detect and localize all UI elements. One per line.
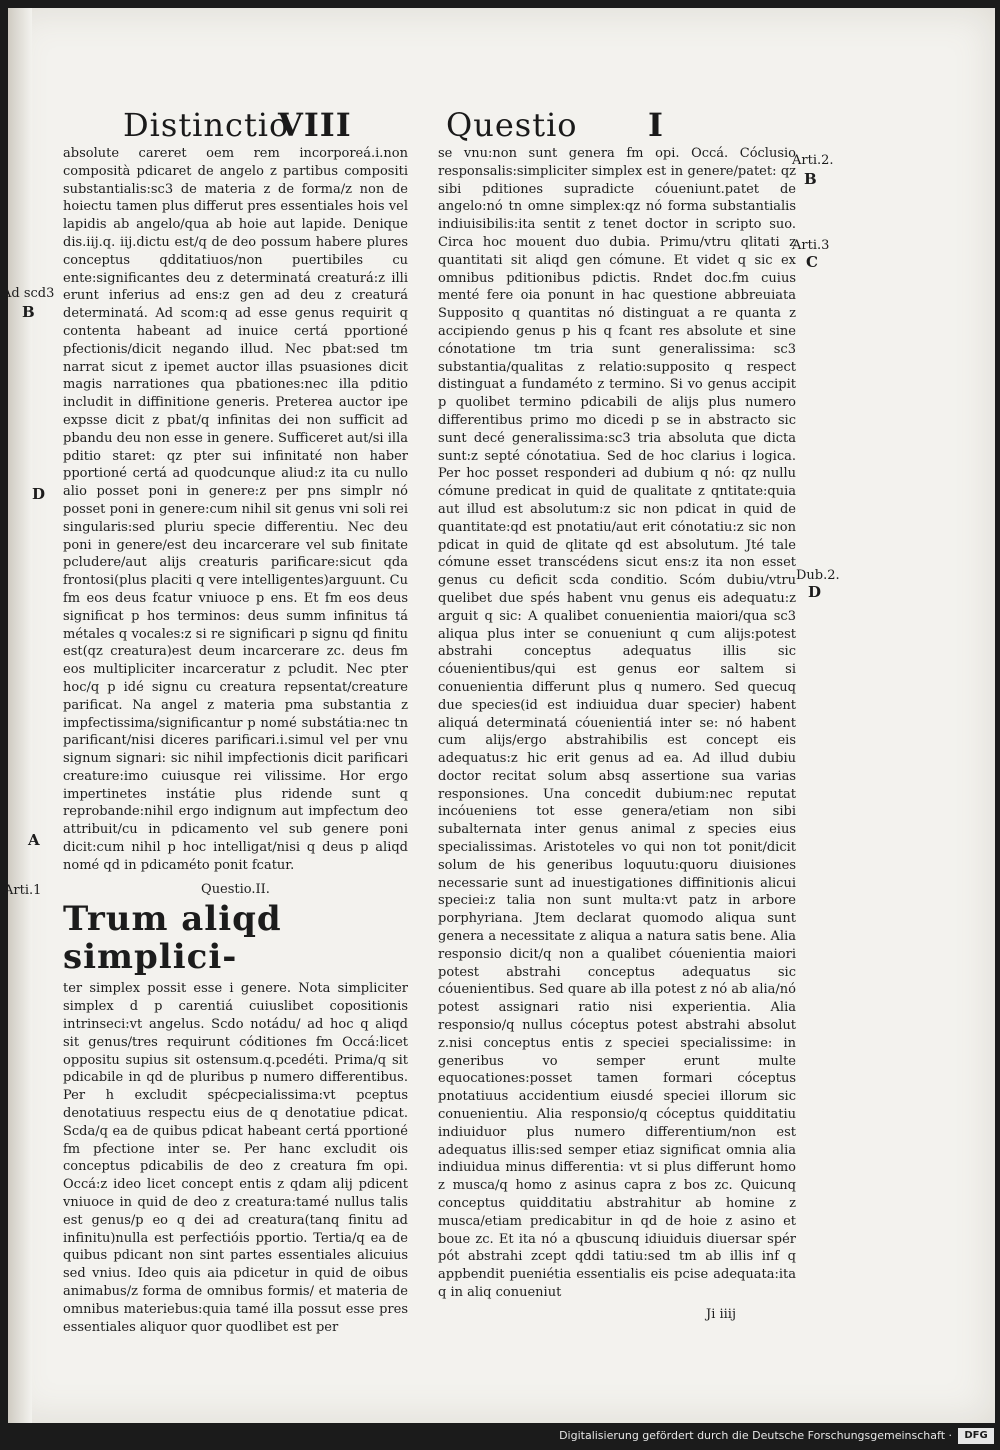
question-title: Questio.II.	[201, 881, 270, 897]
margin-note-c-right: C	[806, 253, 818, 271]
margin-note-d-right: D	[808, 583, 822, 601]
dfg-logo: DFG	[958, 1428, 994, 1444]
margin-note-b-right: B	[804, 170, 817, 188]
footer-bar	[0, 1424, 1000, 1450]
running-head-left: Distinctio	[123, 106, 290, 144]
scanned-page	[2, 8, 995, 1423]
right-column	[438, 145, 796, 1324]
left-column	[63, 145, 408, 1336]
footer-credit: Digitalisierung gefördert durch die Deutsche Forschungsgemeinschaft ·	[559, 1429, 952, 1442]
margin-note-ad-secd: Ad scd3	[2, 286, 55, 301]
margin-note-arti-3: Arti.3	[792, 238, 830, 253]
margin-note-d-left: D	[32, 485, 46, 503]
margin-note-dub-2: Dub.2.	[796, 568, 840, 583]
margin-note-arti-1: Arti.1	[4, 883, 42, 898]
left-paragraph-2: ter simplex possit esse i genere. Nota simpliciter simplex d p carentiá cuiuslibet copositionis intrinseci:vt angelus. Scdo notádu/ ad hoc q aliqd sit genus/tres requirunt códitiones fm Occá:licet oppositu supius sit ostensum.q.pcedéti. Prima/q sit pdicabile in qd de pluribus p numero differentibus. Per h excludit spécpecialissima:vt pceptus denotatiuus respectu eius de q denotatiue pdicat. Scda/q ea de quibus pdicat habeant certá pportioné fm pfectione inter se. Per hanc excludit ois conceptus pdicabilis de deo z creatura fm opi. Occá:z ideo licet concept entis z qdam alij pdicent vniuoce in quid de deo z creatura:tamé nullus talis est genus/p eo q dei ad creatura(tanq finitu ad infinitu)nulla est perfectióis pportio. Tertia/q ea de quibus pdicant non sint partes essentiales alicuius sed vnius. Ideo quis aia pdicetur in quid de oibus animabus/z forma de omnibus formis/ et materia de omnibus materiebus:quia tamé illa possut esse pres essentiales aliquor quor quodlibet est per	[63, 981, 408, 1335]
right-paragraph-1: se vnu:non sunt genera fm opi. Occá. Cóclusio responsalis:simpliciter simplex est in genere/patet: qz sibi pditiones supradicte cóueniunt.patet de angelo:nó tn omne simplex:qz nó forma substantialis indiuisibilis:ita sentit z tenet doctor in scripto suo. Circa hoc mouent duo dubia. Primu/vtru qlitati z quantitati sit aliqd gen cómune. Et videt q sic ex omnibus pditionibus pdictis. Rndet doc.fm cuius menté fere oia ponunt in hac questione abbreuiata Supposito q quantitas nó distinguat a re quanta z accipiendo genus p his q fcant res absolute et sine cónotatione tm tria sunt generalissima: sc3 substantia/qualitas z relatio:supposito q respect distinguat a fundaméto z termino. Si vo genus accipit p quolibet termino pdicabili de alijs plus numero differentibus primo mo dicedi p se in abstracto sic sunt decé generalissima:sc3 tria absoluta que dicta sunt:z septé cónotatiua. Sed de hoc clarius i logica. Per hoc posset responderi ad dubium q nó: qz nullu cómune predicat in quid de qualitate z qntitate:quia aut illud est absolutum:z sic non pdicat in quid de quantitate:qd est pnotatiu/aut erit cónotatiu:z sic non pdicat in quid de qlitate qd est absolutum. Jté tale cómune esset transcédens sicut ens:z ita non esset genus cu deficit scda conditio. Scóm dubiu/vtru quelibet due spés habent vnu genus eis adequatu:z arguit q sic: A qualibet conuenientia maiori/qua sc3 aliqua plus inter se conueniunt q cum alijs:potest abstrahi conceptus adequatus illis sic cóuenientibus/qui est genus eor saltem si conuenientia differunt plus q numero. Sed quecuq due species(id est indiuidua duar specier) habent aliquá determinatá cóuenientiá inter se: nó habent cum alijs/ergo abstrahibilis est concept eis adequatus:z hic erit genus ad ea. Ad illud dubiu doctor recitat solum absq assertione sua varias responsiones. Una concedit dubium:nec reputat incóueniens tot esse genera/etiam non sibi subalternata inter genus animal z species eius specialissimas. Aristoteles vo qui non tot ponit/dicit solum de his generibus loquutu:quoru diuisiones necessarie sunt ad inuestigationes diffinitionis alicui speciei:z talia non sunt multa:vt patz in arbore porphyriana. Jtem declarat quomodo aliqua sunt genera a necessitate z aliqua a natura satis bene. Alia responsio dicit/q non a qualibet cóuenientia maiori potest abstrahi conceptus adequatus sic cóuenientibus. Sed quare ab illa potest z nó ab alia/nó potest assignari ratio nisi experientia. Alia responsio/q nullus cóceptus potest abstrahi absolut z.nisi conceptus entis z speciei specialissime: in generibus vo semper erunt multe equocationes:posset tamen formari cóceptus pnotatiuus accidentium eiusdé speciei illorum sic conuenientiu. Alia responsio/q cóceptus quidditatiu indiuiduor plus numero differentium/non est adequatus illis:sed semper etiaz significat omnia alia indiuidua minus differentia: vt si plus differunt homo z musca/q homo z asinus capra z bos zc. Quicunq conceptus quidditatiu abstrahitur ab homine z musca/etiam predicabitur in qd de hoie z asino et boue zc. Et ita nó a qbuscunq idiuiduis diuersar spér pót abstrahi zcept qddi tatiu:sed tm ab illis inf q appbendit pueniétia essentialis eis pcise adequata:ita q in aliq conueniut	[438, 146, 796, 1300]
signature-mark: Ji iiij	[705, 1306, 736, 1322]
running-head-left-number: VIII	[278, 106, 352, 144]
decorated-initial-line: Trum aliqd simplici-	[63, 899, 282, 978]
page-spine	[8, 8, 32, 1423]
margin-note-arti-2: Arti.2.	[792, 153, 834, 168]
left-paragraph-1: absolute careret oem rem incorporeá.i.non composità pdicaret de angelo z partibus compositi substantialis:sc3 de materia z de forma/z non de hoiectu tamen plus differut pres essentiales hois vel lapidis ab angelo/qua ab hoie aut lapide. Denique dis.iij.q. iij.dictu est/q de deo possum habere plures conceptus qdditatiuos/non puertibiles cu ente:significantes deu z determinatá creaturá:z illi erunt inferius ad ens:z gen ad deu z creaturá determinatá. Ad scom:q ad esse genus requirit q contenta habeant ad inuice certá pportioné pfectionis/dicit negando illud. Nec pbat:sed tm narrat sicut z ipemet auctor illas psuasiones dicit magis narrationes qua pbationes:nec illa pditio includit in diffinitione generis. Preterea auctor ipe expsse dicit z pbat/q infinitas dei non sufficit ad pbandu deu non esse in genere. Sufficeret aut/si illa pditio staret: qz pter sui infinitaté non haber pportioné certá ad quodcunque aliud:z ita cu nullo alio posset poni in genere:z per pns simplr nó posset poni in genere:cum nihil sit genus vni soli rei singularis:sed pluriu specie differentiu. Nec deu poni in genere/est deu incarcerare vel sub finitate pcludere/aut alijs creaturis parificare:sicut qda frontosi(plus placiti q vere intelligentes)arguunt. Cu fm eos deus fcatur vniuoce p ens. Et fm eos deus significat p hos terminos: deus summ infinitus tá métales q vocales:z si re significari p signu qd finitu est(qz creatura)est deum incarcerare zc. deus fm eos multipliciter incarceratur z pcludit. Nec pter hoc/q p idé signu cu creatura repsentat/creature parificat. Na angel z materia pma substantia z impfectissima/significantur p nomé substátia:nec tn parificant/nisi diceres parificari.i.simul vel per vnu signum signari: sic nihil impfectionis dicit parificari creature:imo cuiusque rei vilissime. Hor ergo impertinetes instátie plus ridende sunt q reprobande:nihil ergo indignum aut impfectum deo attribuit/cu in pdicamento vel sub genere poni dicit:cum nihil p hoc intelligat/nisi q deus p aliqd nomé qd in pdicaméto ponit fcatur.	[63, 146, 408, 873]
margin-note-a-left: A	[28, 831, 40, 849]
margin-note-b-left: B	[22, 303, 35, 321]
running-head-right: Questio	[446, 106, 578, 144]
running-head-right-number: I	[648, 106, 664, 144]
